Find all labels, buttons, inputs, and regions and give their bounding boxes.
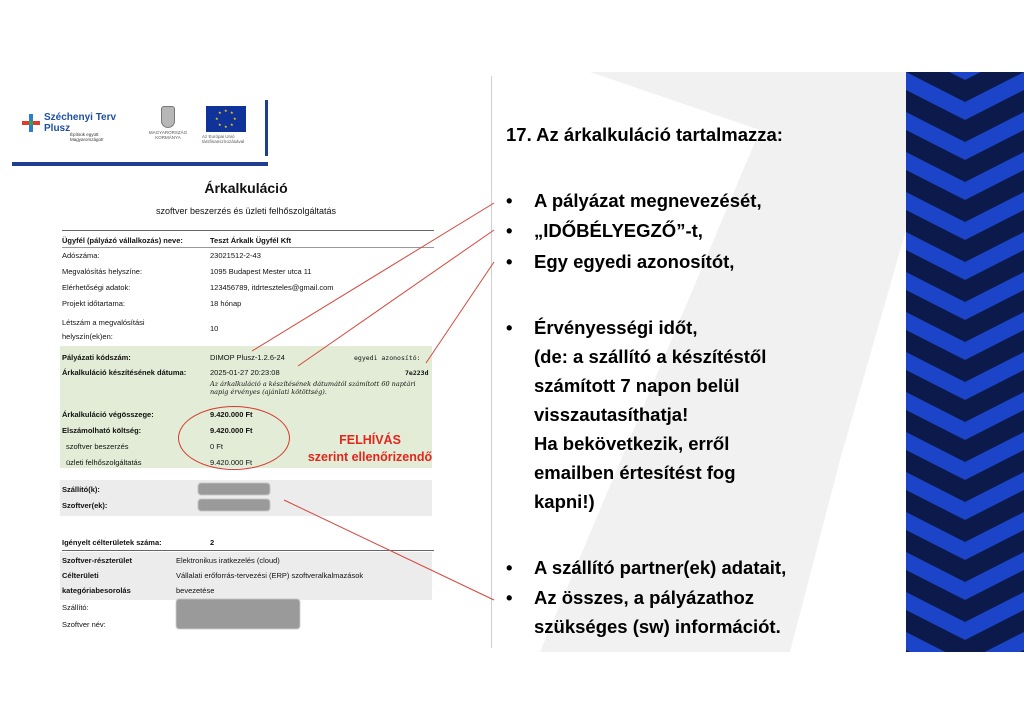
all-info-line-2: szükséges (sw) információt. <box>534 616 781 637</box>
unique-id-label: egyedi azonosító: <box>354 354 421 362</box>
szechenyi-logo <box>22 110 132 150</box>
szechenyi-subtitle: Építsük együtt Magyarországot! <box>70 132 104 142</box>
logo-bar <box>12 96 268 166</box>
validity-line-5: Ha bekövetkezik, erről <box>534 433 730 454</box>
price-calculation-document: Széchenyi Terv Plusz Építsük együtt Magyarországot! MAGYARORSZÁG KORMÁNYA ★ ★ ★ ★ ★ ★ ★ ★ Az Európai Unió társfinanszírozásával Árkalkuláció szoftver beszerzés és üzleti felhőszolgáltatás Ügyfél (pályázó vállalkozás) neve: Teszt Árkalk Ügyfél Kft Adószáma: 23021512-2-43 Megvalósítás helyszíne: 1095 Budapest Mester utca 11 Elérhetőségi adatok: 123456789, itdrteszteles@gmail.com Projekt időtartama: 18 hónap Létszám a megvalósítási helyszín(ek)en: 10 Pályázati kódszám: DIMOP Plusz-1.2.6-24 egyedi azonosító: Árkalkuláció készítésének dátuma: 2025-01-27 20:23:08 7e223d Az árkalkuláció a készítésének dátumától számított 60 naptári napig érvényes (ajánlati kötöttség). Árkalkuláció végösszege: 9.420.000 Ft Elszámolható költség: 9.420.000 Ft szoftver beszerzés 0 Ft üzleti felhőszolgáltatás 9.420.000 Ft Szállító(k): Szoftver(ek): Igényelt célterületek száma: 2 Szoftver-részterület Elektronikus iratkezelés (cloud) Célterületi Vállalati erőforrás-tervezési (ERP) szoftveralkalmazások kategóriabesorolás bevezetése Szállító: Szoftver név: FELHÍVÁS szerint ellenőrizendő <box>0 76 492 648</box>
coat-of-arms-icon <box>161 106 175 128</box>
annotation-felhivas: FELHÍVÁS szerint ellenőrizendő <box>307 433 433 464</box>
redacted-target-info <box>176 599 300 629</box>
redacted-supplier <box>198 483 270 495</box>
unique-id-value: 7e223d <box>405 369 429 377</box>
slide-heading: 17. Az árkalkuláció tartalmazza: <box>506 124 783 145</box>
eu-flag-icon: ★ ★ ★ ★ ★ ★ ★ ★ <box>206 106 246 132</box>
document-title: Árkalkuláció <box>204 180 288 196</box>
validity-line-6: emailben értesítést fog <box>534 462 736 483</box>
validity-line-7: kapni!) <box>534 491 595 512</box>
eu-logo: ★ ★ ★ ★ ★ ★ ★ ★ Az Európai Unió társfinanszírozásával <box>202 108 245 144</box>
redacted-software <box>198 499 270 511</box>
validity-line-2: (de: a szállító a készítéstől <box>534 346 767 367</box>
szechenyi-mark-icon <box>22 114 40 132</box>
chevron-stripe <box>906 72 1024 652</box>
document-subtitle: szoftver beszerzés és üzleti felhőszolgáltatás <box>155 206 337 216</box>
validity-line-3: számított 7 napon belül <box>534 375 740 396</box>
validity-note: Az árkalkuláció a készítésének dátumától számított 60 naptári napig érvényes (ajánlati kötöttség). <box>210 380 416 396</box>
szechenyi-title: Széchenyi Terv Plusz <box>44 112 117 134</box>
validity-line-4: visszautasíthatja! <box>534 404 689 425</box>
government-logo: MAGYARORSZÁG KORMÁNYA <box>144 106 192 150</box>
